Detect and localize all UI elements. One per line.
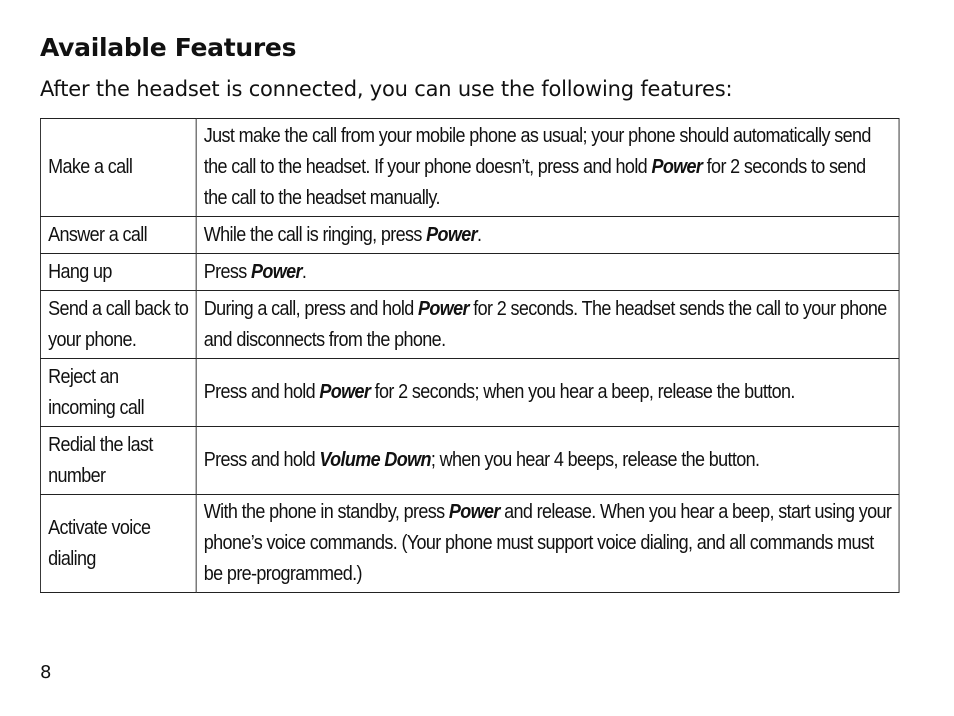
page-heading: Available Features [40,33,297,62]
description-text: During a call, press and hold [203,297,419,320]
feature-description-cell [196,119,899,217]
feature-description-cell [196,495,899,593]
description-text: . [301,260,307,283]
description-text: While the call is ringing, press [203,223,427,246]
feature-row [40,254,899,291]
feature-row [40,495,899,593]
feature-row [40,217,899,254]
description-text: for 2 seconds. The headset sends the call to your phone and disconnects from the phone. [203,297,887,351]
description-text: for 2 seconds; when you hear a beep, release the button. [370,381,795,403]
feature-description-cell [196,291,899,359]
button-name-emphasis: Volume Down [319,449,431,471]
description-text: and release. When you hear a beep, start using your phone’s voice commands. (Your phone must support voice dialing, and all commands must be pre-programmed.) [203,501,892,585]
feature-name-cell: Answer a call [40,217,196,254]
button-name-emphasis: Power [418,297,469,320]
description-text: With the phone in standby, press [203,501,449,523]
button-name-emphasis: Power [651,156,703,178]
button-name-emphasis: Power [426,223,477,246]
description-text: Press and hold [203,381,320,403]
feature-name-cell: Hang up [40,254,196,291]
feature-description-cell [196,217,899,254]
feature-row [40,119,899,217]
feature-row [40,359,899,427]
feature-name-cell: Redial the last number [40,427,196,495]
feature-description-cell [196,427,899,495]
description-text: . [476,223,482,246]
button-name-emphasis: Power [319,381,371,403]
description-text: Press and hold [203,449,320,471]
feature-name-cell: Send a call back to your phone. [40,291,196,359]
feature-row [40,427,899,495]
feature-name-cell: Reject an incoming call [40,359,196,427]
feature-name-cell: Activate voice dialing [40,495,196,593]
features-table [40,118,900,593]
button-name-emphasis: Power [448,501,500,523]
feature-row [40,291,899,359]
feature-description-cell [196,254,899,291]
button-name-emphasis: Power [251,260,302,283]
description-text: for 2 seconds to send the call to the headset manually. [203,156,866,209]
description-text: ; when you hear 4 beeps, release the button. [430,449,760,471]
page-number: 8 [40,662,52,683]
feature-description-cell [196,359,899,427]
feature-name-cell: Make a call [40,119,196,217]
features-table-body [40,119,899,593]
description-text: Just make the call from your mobile phone as usual; your phone should automatically send the call to the headset. If your phone doesn’t, press and hold [203,125,871,178]
intro-text: After the headset is connected, you can use the following features: [40,77,733,101]
description-text: Press [203,260,252,283]
